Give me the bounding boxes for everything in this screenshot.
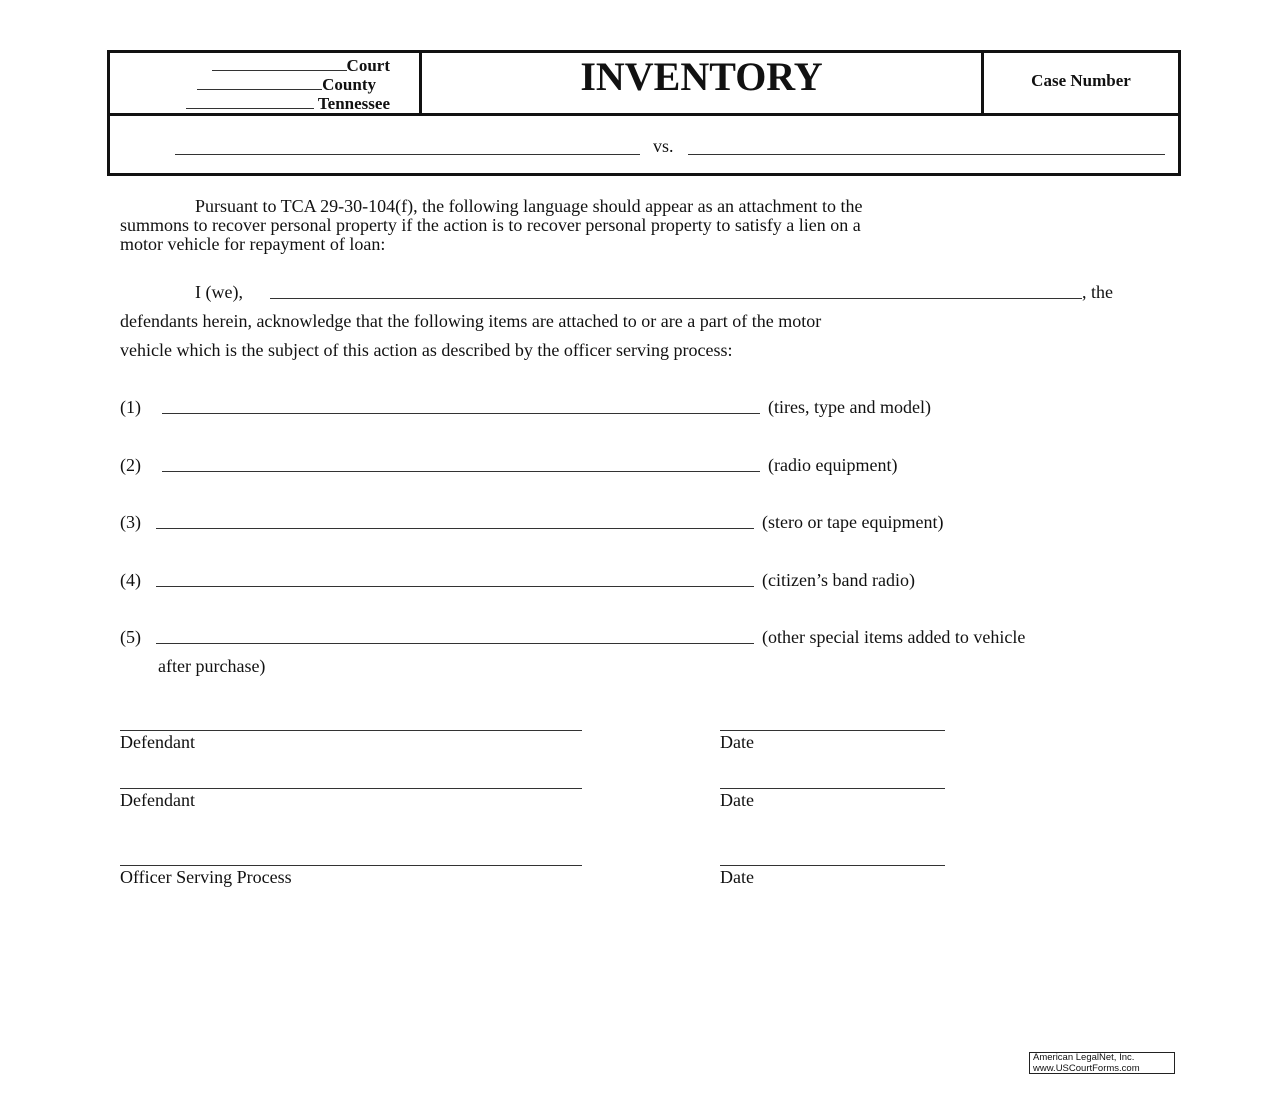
signature-label: Defendant bbox=[120, 790, 195, 810]
item-number: (5) bbox=[120, 627, 141, 647]
defendant-signature-field[interactable] bbox=[120, 788, 582, 789]
intro-line-1: Pursuant to TCA 29-30-104(f), the following language should appear as an attachment to the bbox=[195, 196, 863, 216]
caption-box bbox=[107, 50, 1181, 176]
date-label: Date bbox=[720, 790, 754, 810]
item-description-continued: after purchase) bbox=[158, 656, 266, 676]
county-line[interactable] bbox=[150, 75, 376, 94]
item-description: (citizen’s band radio) bbox=[762, 570, 915, 590]
item-description: (other special items added to vehicle bbox=[762, 627, 1026, 647]
court-label: Court bbox=[346, 56, 390, 75]
vs-label: vs. bbox=[653, 136, 674, 156]
date-field[interactable] bbox=[720, 788, 945, 789]
item-number: (2) bbox=[120, 455, 141, 475]
defendant-signature-field[interactable] bbox=[120, 730, 582, 731]
divider bbox=[110, 113, 1178, 116]
ack-prefix: I (we), bbox=[195, 282, 243, 302]
item-4-field[interactable] bbox=[156, 586, 754, 587]
date-label: Date bbox=[720, 867, 754, 887]
state-label: Tennessee bbox=[317, 94, 390, 113]
item-number: (3) bbox=[120, 512, 141, 532]
item-description: (stero or tape equipment) bbox=[762, 512, 944, 532]
item-1-field[interactable] bbox=[162, 413, 760, 414]
intro-line-2: summons to recover personal property if the action is to recover personal property to satisfy a lien on a bbox=[120, 215, 861, 235]
form-title: INVENTORY bbox=[580, 54, 823, 99]
defendant-names-field[interactable] bbox=[270, 298, 1082, 299]
court-line[interactable] bbox=[150, 56, 390, 75]
defendant-name-field[interactable] bbox=[688, 154, 1165, 155]
county-label: County bbox=[322, 75, 376, 94]
item-2-field[interactable] bbox=[162, 471, 760, 472]
case-number-field[interactable] bbox=[984, 53, 1178, 113]
item-number: (1) bbox=[120, 397, 141, 417]
plaintiff-name-field[interactable] bbox=[175, 154, 640, 155]
item-description: (tires, type and model) bbox=[768, 397, 931, 417]
publisher-stamp bbox=[1029, 1052, 1175, 1074]
ack-line-2: defendants herein, acknowledge that the following items are attached to or are a part of the motor bbox=[120, 311, 822, 331]
item-number: (4) bbox=[120, 570, 141, 590]
item-5-field[interactable] bbox=[156, 643, 754, 644]
ack-line-3: vehicle which is the subject of this action as described by the officer serving process: bbox=[120, 340, 733, 360]
officer-signature-field[interactable] bbox=[120, 865, 582, 866]
date-label: Date bbox=[720, 732, 754, 752]
item-3-field[interactable] bbox=[156, 528, 754, 529]
state-line[interactable] bbox=[150, 94, 390, 113]
signature-label: Officer Serving Process bbox=[120, 867, 292, 887]
case-number-label: Case Number bbox=[1031, 71, 1131, 90]
item-description: (radio equipment) bbox=[768, 455, 898, 475]
intro-line-3: motor vehicle for repayment of loan: bbox=[120, 234, 386, 254]
date-field[interactable] bbox=[720, 865, 945, 866]
publisher-url: www.USCourtForms.com bbox=[1033, 1062, 1140, 1074]
publisher-name: American LegalNet, Inc. bbox=[1033, 1052, 1135, 1063]
date-field[interactable] bbox=[720, 730, 945, 731]
signature-label: Defendant bbox=[120, 732, 195, 752]
ack-suffix: , the bbox=[1082, 282, 1113, 302]
